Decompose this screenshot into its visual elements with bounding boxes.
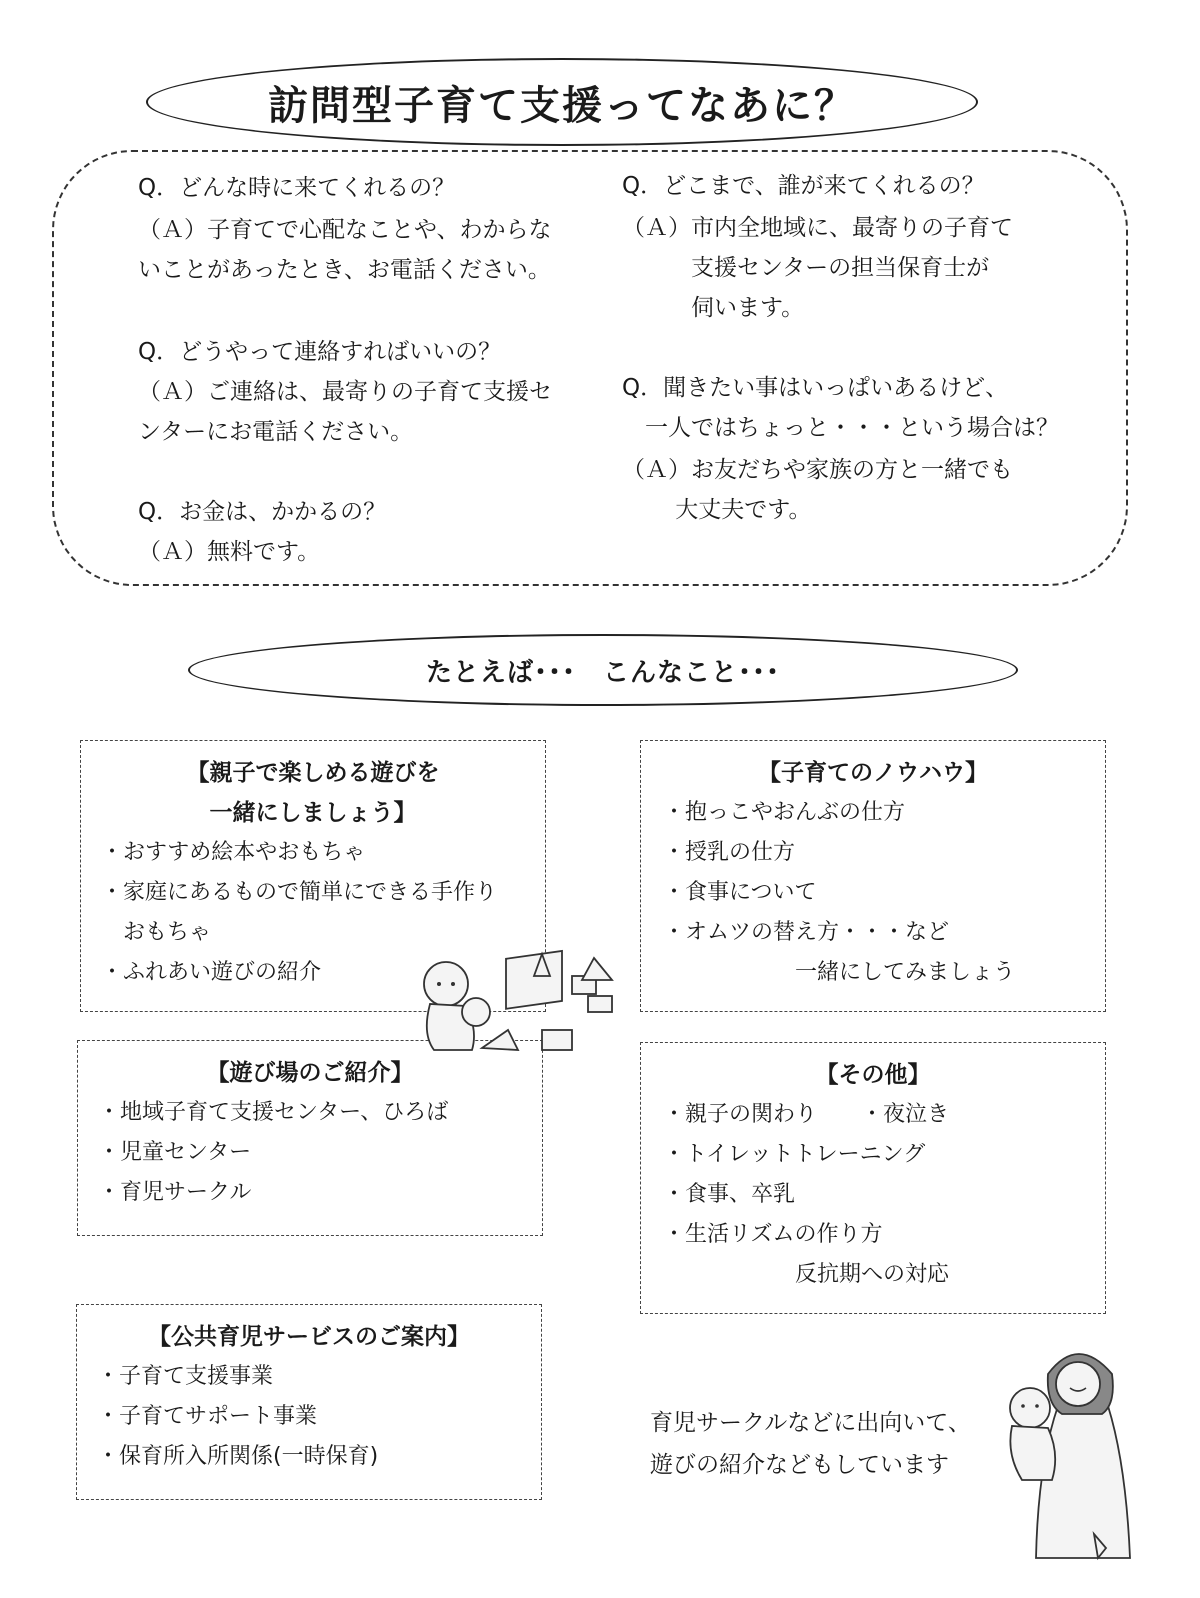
footer-note: 育児サークルなどに出向いて、 遊びの紹介などもしています [650,1410,971,1478]
list-item: 反抗期への対応 [663,1262,950,1287]
list-item: ・保育所入所関係(一時保育) [97,1444,379,1469]
qa-right-1-question: Q．どこまで、誰が来てくれるの？ [622,173,985,199]
list-item: ・育児サークル [98,1180,252,1205]
qa-right-2-question: Q．聞きたい事はいっぱいあるけど、 一人ではちょっと・・・という場合は？ [622,375,1059,441]
list-item: ・ふれあい遊びの紹介 [101,960,322,985]
list-item: ・生活リズムの作り方 [663,1222,883,1247]
public-box-title: 【公共育児サービスのご案内】 [148,1324,470,1350]
play-box-title: 【親子で楽しめる遊びを 一緒にしましょう】 [186,760,440,826]
list-item: ・食事について [663,880,817,905]
other-box [640,1042,1106,1314]
list-item: ・子育てサポート事業 [97,1404,318,1429]
examples-banner [188,634,1018,706]
qa-left-2-answer: （Ａ）ご連絡は、最寄りの子育て支援セ ンターにお電話ください。 [138,379,552,445]
list-item: ・おすすめ絵本やおもちゃ [101,840,366,865]
qa-left-3-answer: （Ａ）無料です。 [138,539,321,565]
places-box-title: 【遊び場のご紹介】 [206,1060,414,1086]
examples-title: たとえば･･･ こんなこと･･･ [425,657,780,688]
list-item: ・子育て支援事業 [97,1364,274,1389]
list-item: ・児童センター [98,1140,252,1165]
page-title: 訪問型子育て支援ってなあに？ [268,82,856,129]
list-item: ・家庭にあるもので簡単にできる手作り おもちゃ [101,880,498,945]
list-item: ・トイレットトレーニング [663,1142,926,1167]
list-item: 一緒にしてみましょう [663,960,1016,985]
public-box [76,1304,542,1500]
title-banner [146,58,978,146]
list-item: ・抱っこやおんぶの仕方 [663,800,906,825]
list-item: ・オムツの替え方・・・など [663,920,950,945]
qa-left-1-question: Q．どんな時に来てくれるの？ [138,175,456,201]
other-box-title: 【その他】 [815,1062,931,1088]
qa-left-1-answer: （Ａ）子育てで心配なことや、わからな いことがあったとき、お電話ください。 [138,217,552,283]
baby-toys-illustration [412,944,622,1060]
list-item: ・親子の関わり ・夜泣き [663,1102,950,1127]
list-item: ・食事、卒乳 [663,1182,796,1207]
knowhow-box [640,740,1106,1012]
qa-right-1-answer: （Ａ）市内全地域に、最寄りの子育て 支援センターの担当保育士が 伺います。 [622,215,1013,321]
qa-right-2-answer: （Ａ）お友だちや家族の方と一緒でも 大丈夫です。 [622,457,1013,523]
mother-baby-illustration [998,1344,1158,1560]
list-item: ・授乳の仕方 [663,840,796,865]
places-box [77,1040,543,1236]
list-item: ・地域子育て支援センター、ひろば [98,1100,449,1125]
knowhow-box-title: 【子育てのノウハウ】 [758,760,988,786]
qa-left-3-question: Q．お金は、かかるの？ [138,499,387,525]
qa-left-2-question: Q．どうやって連絡すればいいの？ [138,339,502,365]
